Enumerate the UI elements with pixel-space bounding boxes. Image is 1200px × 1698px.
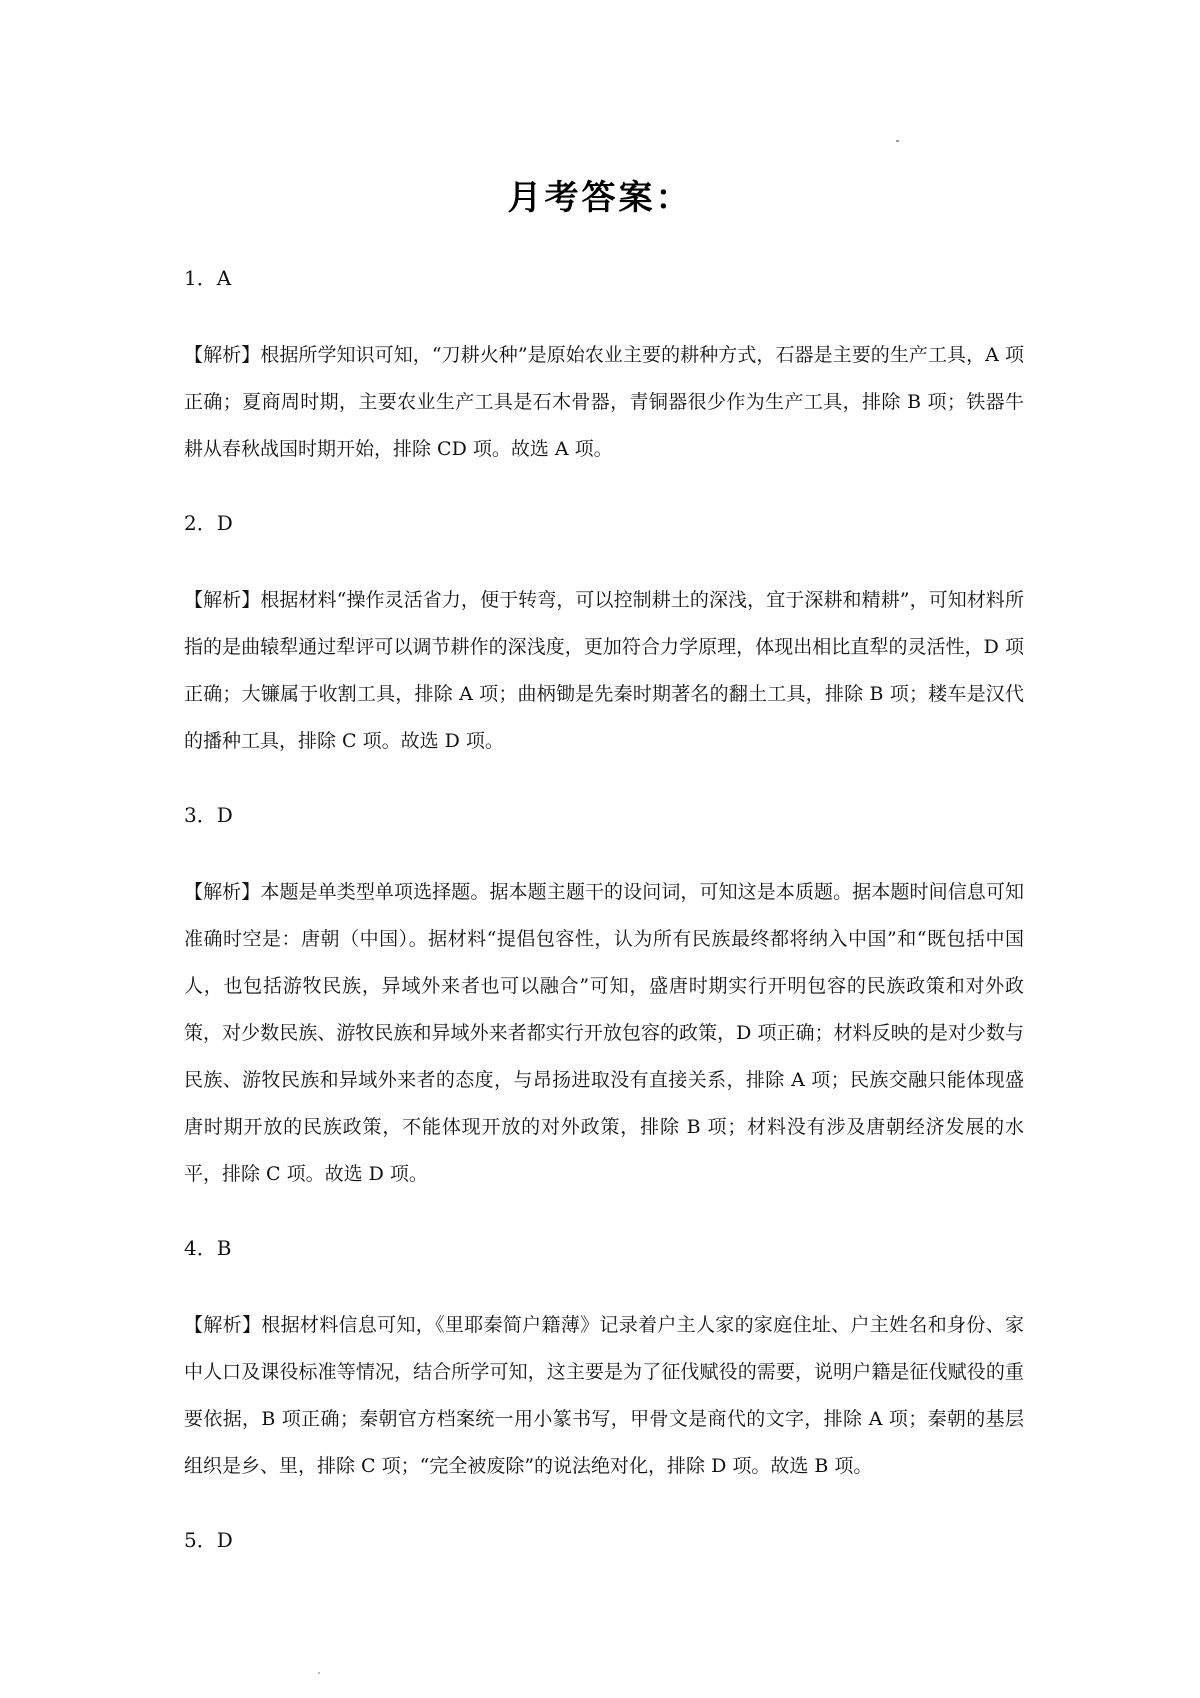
analysis-tag: 【解析】 bbox=[184, 1314, 262, 1336]
scan-speck bbox=[896, 140, 899, 142]
question-2 bbox=[184, 507, 1024, 765]
analysis-text: 本题是单类型单项选择题。据本题主题干的设问词，可知这是本质题。据本题时间信息可知准确时空是：唐朝（中国）。据材料“提倡包容性，认为所有民族最终都将纳入中国”和“既包括中国人，也包括游牧民族，异域外来者也可以融合”可知，盛唐时期实行开明包容的民族政策和对外政策，对少数民族、游牧民族和异域外来者都实行开放包容的政策，D 项正确；材料反映的是对少数与民族、游牧民族和异域外来者的态度，与昂扬进取没有直接关系，排除 A 项；民族交融只能体现盛唐时期开放的民族政策，不能体现开放的对外政策，排除 B 项；材料没有涉及唐朝经济发展的水平，排除 C 项。故选 D 项。 bbox=[184, 881, 1024, 1185]
question-5 bbox=[184, 1524, 1024, 1556]
question-1 bbox=[184, 262, 1024, 473]
answer-list bbox=[184, 262, 1024, 1594]
question-number: 2．D bbox=[184, 511, 233, 535]
question-3 bbox=[184, 799, 1024, 1198]
analysis-text: 根据材料“操作灵活省力，便于转弯，可以控制耕土的深浅，宜于深耕和精耕”，可知材料所指的是曲辕犁通过犁评可以调节耕作的深浅度，更加符合力学原理，体现出相比直犁的灵活性，D 项正确；大镰属于收割工具，排除 A 项；曲柄锄是先秦时期著名的翻土工具，排除 B 项；耧车是汉代的播种工具，排除 C 项。故选 D 项。 bbox=[184, 589, 1024, 752]
scan-speck bbox=[318, 1672, 320, 1674]
analysis-text: 根据所学知识可知，“刀耕火种”是原始农业主要的耕种方式，石器是主要的生产工具，A 项正确；夏商周时期，主要农业生产工具是石木骨器，青铜器很少作为生产工具，排除 B 项；铁器牛耕从春秋战国时期开始，排除 CD 项。故选 A 项。 bbox=[184, 344, 1024, 460]
question-analysis bbox=[184, 869, 1024, 1198]
question-4 bbox=[184, 1232, 1024, 1490]
question-analysis bbox=[184, 577, 1024, 765]
question-number: 1．A bbox=[184, 266, 232, 290]
page-title: 月考答案： bbox=[507, 178, 693, 218]
question-number: 4．B bbox=[184, 1236, 232, 1260]
question-analysis bbox=[184, 1302, 1024, 1490]
analysis-tag: 【解析】 bbox=[184, 589, 261, 611]
analysis-tag: 【解析】 bbox=[184, 881, 261, 903]
analysis-text: 根据材料信息可知，《里耶秦简户籍薄》记录着户主人家的家庭住址、户主姓名和身份、家中人口及课役标准等情况，结合所学可知，这主要是为了征伐赋役的需要，说明户籍是征伐赋役的重要依据，B 项正确；秦朝官方档案统一用小篆书写，甲骨文是商代的文字，排除 A 项；秦朝的基层组织是乡、里，排除 C 项；“完全被废除”的说法绝对化，排除 D 项。故选 B 项。 bbox=[184, 1314, 1024, 1477]
question-analysis bbox=[184, 332, 1024, 473]
question-number: 3．D bbox=[184, 803, 233, 827]
analysis-tag: 【解析】 bbox=[184, 344, 261, 366]
question-number: 5．D bbox=[184, 1528, 233, 1552]
